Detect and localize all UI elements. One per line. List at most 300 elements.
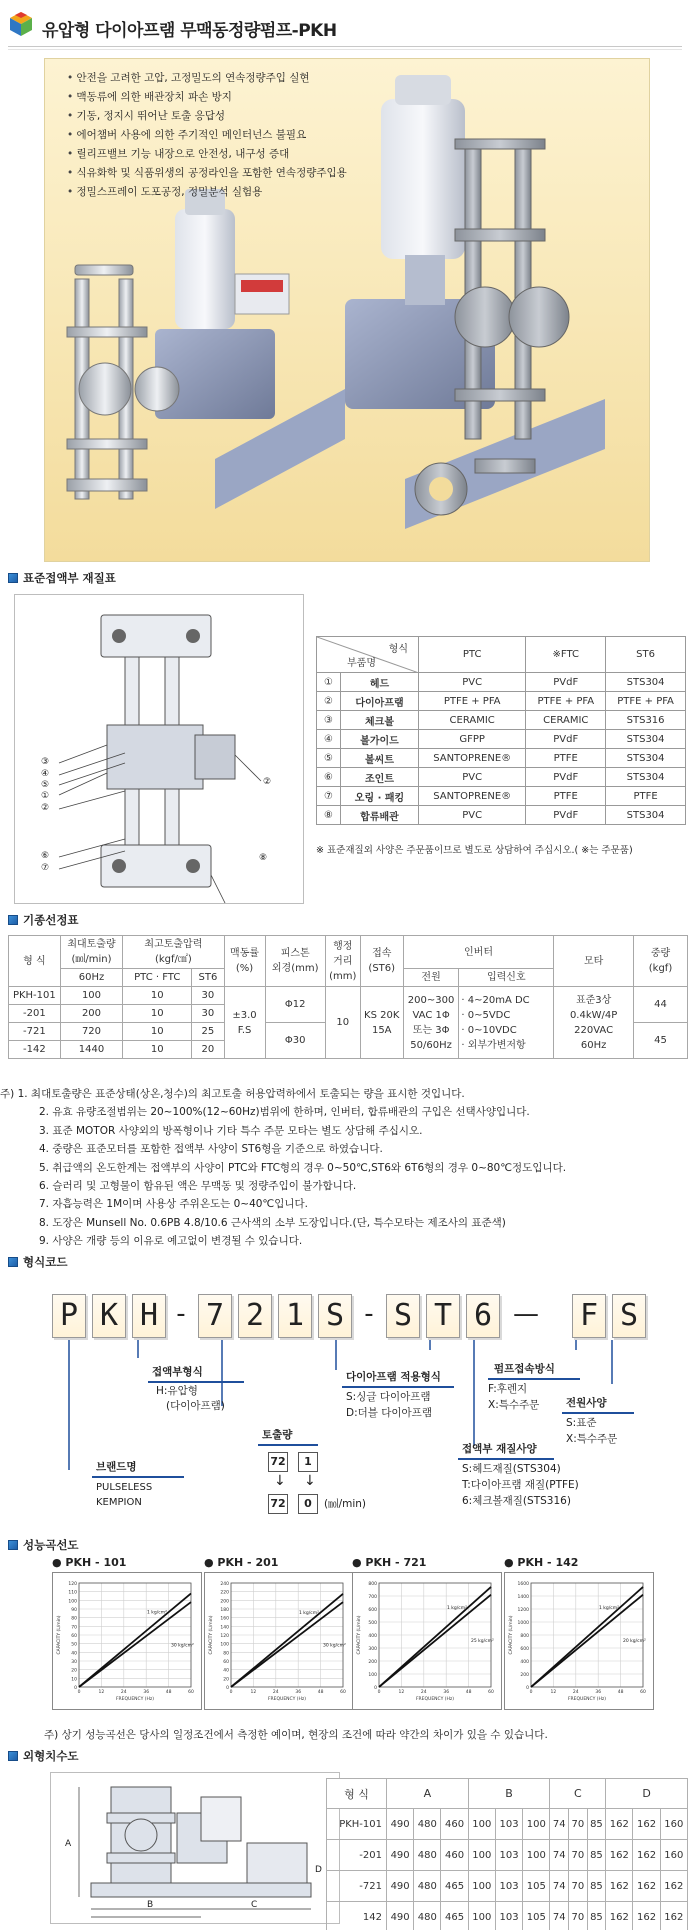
dim-value: 162: [633, 1809, 660, 1840]
dim-h-group: A: [387, 1779, 469, 1809]
feature-item: • 정밀스프레이 도포공정, 정밀분석 실험용: [67, 183, 347, 202]
code-flow-box: 72: [268, 1452, 288, 1472]
dim-label-b: B: [147, 1900, 154, 1910]
y-tick-label: 30: [71, 1660, 77, 1665]
dim-value: 85: [587, 1902, 606, 1930]
dim-value: 103: [495, 1902, 522, 1930]
series-label: 1 kg/cm²: [147, 1610, 167, 1616]
diagram-label-2b: ②: [41, 803, 50, 813]
spec-power: 200~300 VAC 1Φ 또는 3Φ 50/60Hz: [403, 987, 459, 1059]
y-tick-label: 50: [71, 1642, 77, 1648]
series-label: 1 kg/cm²: [447, 1605, 467, 1611]
material-st6: STS304: [606, 730, 686, 749]
y-tick-label: 40: [71, 1651, 77, 1657]
section-bullet-icon: [8, 915, 18, 925]
dimension-row: [327, 1871, 688, 1902]
code-power-line: X:특수주문: [566, 1433, 618, 1445]
material-ptc: SANTOPRENE®: [419, 749, 526, 768]
dim-value: 490: [387, 1871, 414, 1902]
dim-value: 480: [414, 1871, 441, 1902]
code-flow-underline: [258, 1444, 318, 1446]
series-label: 25 kg/cm²: [471, 1639, 494, 1645]
dim-value: 490: [387, 1840, 414, 1871]
material-st6: STS316: [606, 711, 686, 730]
diagram-label-6: ⑥: [41, 851, 50, 861]
spec-h-power: 전원: [403, 969, 459, 987]
material-no: ⑤: [317, 749, 341, 768]
material-no: ③: [317, 711, 341, 730]
material-no: ⑦: [317, 787, 341, 806]
dim-value: 105: [523, 1902, 550, 1930]
code-diaphragm-underline: [342, 1386, 454, 1388]
dim-value: 100: [468, 1840, 495, 1871]
code-flow-box: 0: [298, 1494, 318, 1514]
material-st6: STS304: [606, 806, 686, 825]
x-tick-label: 24: [572, 1690, 579, 1695]
section-title-text: 외형치수도: [23, 1749, 79, 1763]
code-char-box: 2: [238, 1294, 272, 1338]
performance-chart: [52, 1572, 202, 1710]
material-no: ①: [317, 673, 341, 692]
y-tick-label: 300: [368, 1647, 377, 1652]
dim-value: 100: [468, 1871, 495, 1902]
x-tick-label: 48: [317, 1690, 324, 1695]
y-tick-label: 20: [223, 1677, 229, 1683]
code-type-title: 접액부형식: [152, 1366, 203, 1378]
dim-value: 70: [569, 1902, 588, 1930]
x-axis-label: FREQUENCY (Hz): [267, 1697, 307, 1702]
spec-signal: · 4~20mA DC · 0~5VDC · 0~10VDC · 외부가변저항: [459, 987, 554, 1059]
note-line: 5. 취급액의 온도한계는 접액부의 사양이 PTC와 FTC형의 경우 0~50℃,ST6와 6T6형의 경우 0~80℃정도입니다.: [39, 1161, 567, 1174]
code-flow-unit: (㏖/min): [324, 1498, 367, 1510]
code-flow-title: 토출량: [262, 1429, 293, 1441]
material-row: [317, 787, 686, 806]
dim-value: 100: [523, 1840, 550, 1871]
diagram-label-7: ⑦: [41, 863, 50, 873]
spec-piston-b: Φ30: [265, 1023, 325, 1059]
x-tick-label: 12: [550, 1690, 557, 1695]
code-char-box: F: [572, 1294, 606, 1338]
spec-h-press-st6: ST6: [192, 969, 224, 987]
material-ptc: PTFE + PFA: [419, 692, 526, 711]
material-part-name: 다이아프램: [341, 692, 419, 711]
y-tick-label: 400: [520, 1660, 529, 1665]
material-ftc: PTFE: [526, 749, 606, 768]
x-tick-label: 24: [420, 1690, 427, 1695]
series-line: [79, 1593, 191, 1687]
dimension-row: [327, 1840, 688, 1871]
dim-label-c: C: [251, 1900, 258, 1910]
feature-item: • 안전을 고려한 고압, 고정밀도의 연속정량주입 실현: [67, 69, 347, 88]
section-title-code: [8, 1254, 67, 1270]
dimension-drawing: [50, 1772, 340, 1924]
dim-value: 100: [468, 1809, 495, 1840]
material-row: [317, 768, 686, 787]
spec-piston-a: Φ12: [265, 987, 325, 1023]
feature-list: [67, 69, 347, 202]
dim-value: 70: [569, 1871, 588, 1902]
note-line: 7. 자흡능력은 1M이며 사용상 주위온도는 0~40℃입니다.: [39, 1198, 308, 1211]
material-ptc: CERAMIC: [419, 711, 526, 730]
header-part-label: 부품명: [347, 658, 376, 669]
chart-title-101: ● PKH - 101: [52, 1556, 127, 1569]
dim-value: 100: [523, 1809, 550, 1840]
spec-weight-b: 45: [634, 1023, 688, 1059]
dim-model: 142: [327, 1902, 387, 1930]
spec-press: 10: [123, 1005, 192, 1023]
dim-value: 460: [441, 1809, 468, 1840]
code-material-line: T:다이아프램 재질(PTFE): [462, 1479, 579, 1491]
y-tick-label: 400: [368, 1634, 377, 1639]
section-title-text: 성능곡선도: [23, 1538, 79, 1552]
y-tick-label: 110: [68, 1590, 77, 1596]
performance-chart: [204, 1572, 354, 1710]
diagram-label-1: ①: [41, 791, 50, 801]
material-st6: STS304: [606, 749, 686, 768]
spec-h-press: 최고토출압력 (kgf/㎠): [123, 936, 224, 969]
spec-flow: 100: [60, 987, 123, 1005]
x-tick-label: 60: [488, 1690, 494, 1695]
material-row: [317, 692, 686, 711]
code-diaphragm-line: D:더블 다이아프램: [346, 1407, 432, 1419]
dim-label-a: A: [65, 1839, 72, 1849]
y-tick-label: 80: [223, 1651, 229, 1657]
material-st6: PTFE + PFA: [606, 692, 686, 711]
y-tick-label: 90: [71, 1608, 77, 1613]
dim-value: 162: [633, 1840, 660, 1871]
dim-model: -721: [327, 1871, 387, 1902]
x-tick-label: 0: [377, 1690, 381, 1695]
performance-chart-svg: [353, 1573, 501, 1709]
code-char-box: 6: [466, 1294, 500, 1338]
dim-model: PKH-101: [327, 1809, 387, 1840]
chart-title-201: ● PKH - 201: [204, 1556, 279, 1569]
material-table: [316, 636, 686, 825]
feature-item: • 식유화학 및 식품위생의 공정라인을 포함한 연속정량주입용: [67, 164, 347, 183]
spec-notes: [0, 1085, 567, 1251]
spec-model: -201: [9, 1005, 61, 1023]
code-brand-line: KEMPION: [96, 1497, 142, 1508]
x-tick-label: 0: [229, 1690, 233, 1695]
code-material-title: 접액부 재질사양: [462, 1443, 537, 1455]
dim-value: 162: [660, 1902, 687, 1930]
spec-h-motor: 모타: [554, 936, 634, 987]
code-conn-line: F:후렌지: [488, 1383, 528, 1395]
section-title-materials: [8, 570, 116, 586]
code-material-underline: [458, 1458, 554, 1460]
diagram-label-4: ④: [41, 769, 50, 779]
x-tick-label: 60: [188, 1690, 194, 1695]
note-line: 3. 표준 MOTOR 사양외의 방폭형이나 기타 특수 주문 모타는 별도 상담해 주십시오.: [39, 1124, 423, 1137]
dim-value: 162: [660, 1871, 687, 1902]
spec-press-st6: 30: [192, 1005, 224, 1023]
material-st6: PTFE: [606, 787, 686, 806]
code-brand-underline: [92, 1476, 184, 1478]
section-title-spec: [8, 912, 79, 928]
performance-chart: [504, 1572, 654, 1710]
y-axis-label: CAPACITY (L/min): [357, 1615, 362, 1655]
x-axis-label: FREQUENCY (Hz): [415, 1697, 455, 1702]
code-flow-box: 72: [268, 1494, 288, 1514]
y-tick-label: 100: [368, 1673, 377, 1678]
hero-product-image: [44, 58, 650, 562]
y-tick-label: 0: [526, 1686, 529, 1691]
code-char-box: P: [52, 1294, 86, 1338]
section-title-text: 표준접액부 재질표: [23, 571, 116, 585]
dim-value: 100: [468, 1902, 495, 1930]
material-part-name: 볼씨트: [341, 749, 419, 768]
section-bullet-icon: [8, 1751, 18, 1761]
material-ptc: PVC: [419, 673, 526, 692]
spec-h-piston: 피스톤 외경(mm): [265, 936, 325, 987]
note-line: 8. 도장은 Munsell No. 0.6PB 4.8/10.6 근사색의 소부 도장입니다.(단, 특수모타는 제조사의 표준색): [39, 1216, 506, 1229]
dim-value: 162: [633, 1902, 660, 1930]
spec-h-flow: 최대토출량 (㏖/min): [60, 936, 123, 969]
note-line: 2. 유효 유량조절범위는 20~100%(12~60Hz)범위에 한하며, 인버터, 합류배관의 구입은 선택사양입니다.: [39, 1106, 530, 1119]
spec-flow: 200: [60, 1005, 123, 1023]
material-ftc: PVdF: [526, 768, 606, 787]
col-ftc: ※FTC: [526, 637, 606, 673]
series-label: 20 kg/cm²: [623, 1639, 646, 1645]
spec-h-conn: 접속 (ST6): [360, 936, 403, 987]
spec-h-inverter: 인버터: [403, 936, 553, 969]
x-tick-label: 12: [398, 1690, 405, 1695]
code-dash: —: [513, 1299, 539, 1329]
code-dash: -: [176, 1299, 186, 1329]
material-ftc: PVdF: [526, 730, 606, 749]
material-no: ②: [317, 692, 341, 711]
x-tick-label: 24: [272, 1690, 279, 1695]
x-tick-label: 24: [120, 1690, 127, 1695]
y-tick-label: 240: [220, 1582, 229, 1587]
y-tick-label: 1000: [517, 1621, 529, 1626]
code-conn-underline: [488, 1378, 580, 1380]
page-title: 유압형 다이아프램 무맥동정량펌프-PKH: [42, 21, 337, 41]
code-power-line: S:표준: [566, 1417, 597, 1429]
code-char-box: K: [92, 1294, 126, 1338]
x-tick-label: 12: [98, 1690, 105, 1695]
y-tick-label: 600: [520, 1647, 529, 1652]
material-part-name: 조인트: [341, 768, 419, 787]
x-tick-label: 48: [465, 1690, 472, 1695]
dim-model: -201: [327, 1840, 387, 1871]
y-tick-label: 120: [220, 1634, 229, 1639]
x-axis-label: FREQUENCY (Hz): [115, 1697, 155, 1702]
dim-h-group: D: [606, 1779, 688, 1809]
note-line: 4. 중량은 표준모터를 포함한 접액부 사양이 ST6형을 기준으로 하였습니다.: [39, 1143, 383, 1156]
dim-value: 465: [441, 1902, 468, 1930]
y-tick-label: 700: [368, 1595, 377, 1600]
material-ftc: PVdF: [526, 806, 606, 825]
y-axis-label: CAPACITY (L/min): [209, 1615, 214, 1655]
dimension-drawing-svg: [51, 1773, 339, 1923]
series-label: 30 kg/cm²: [171, 1643, 194, 1649]
dim-value: 465: [441, 1871, 468, 1902]
material-part-name: 볼가이드: [341, 730, 419, 749]
arrow-down-icon: ↓: [304, 1473, 316, 1489]
diagram-label-2: ②: [263, 777, 272, 787]
y-tick-label: 200: [220, 1599, 229, 1605]
feature-item: • 기동, 정지시 뛰어난 토출 응답성: [67, 107, 347, 126]
spec-press: 10: [123, 1041, 192, 1059]
y-tick-label: 0: [374, 1686, 377, 1691]
dim-value: 105: [523, 1871, 550, 1902]
section-title-text: 형식코드: [23, 1255, 68, 1269]
dim-value: 160: [660, 1809, 687, 1840]
y-tick-label: 220: [220, 1590, 229, 1596]
dim-value: 103: [495, 1809, 522, 1840]
code-char-box: S: [386, 1294, 420, 1338]
y-tick-label: 80: [71, 1616, 77, 1622]
spec-press: 10: [123, 987, 192, 1005]
spec-model: -721: [9, 1023, 61, 1041]
material-ptc: PVC: [419, 806, 526, 825]
spec-h-flow-hz: 60Hz: [60, 969, 123, 987]
dim-value: 162: [633, 1871, 660, 1902]
y-tick-label: 60: [223, 1660, 229, 1665]
spec-flow: 720: [60, 1023, 123, 1041]
y-tick-label: 0: [74, 1686, 77, 1691]
dim-value: 85: [587, 1840, 606, 1871]
spec-h-press-ptc: PTC · FTC: [123, 969, 192, 987]
feature-item: • 맥동류에 의한 배관장치 파손 방지: [67, 88, 347, 107]
x-tick-label: 36: [143, 1690, 150, 1695]
material-no: ④: [317, 730, 341, 749]
y-tick-label: 40: [223, 1668, 229, 1674]
spec-h-weight: 중량 (kgf): [634, 936, 688, 987]
material-note: ※ 표준재질외 사양은 주문품이므로 별도로 상담하여 주십시오.( ※는 주문품): [316, 845, 633, 856]
x-tick-label: 48: [617, 1690, 624, 1695]
code-material-line: 6:체크볼재질(STS316): [462, 1495, 571, 1507]
dim-value: 490: [387, 1809, 414, 1840]
material-part-name: 체크볼: [341, 711, 419, 730]
header-type-label: 형식: [388, 644, 408, 655]
code-brand-title: 브랜드명: [96, 1461, 137, 1473]
y-tick-label: 10: [71, 1677, 77, 1683]
y-tick-label: 1200: [517, 1608, 529, 1613]
x-axis-label: FREQUENCY (Hz): [567, 1697, 607, 1702]
dim-value: 85: [587, 1871, 606, 1902]
x-tick-label: 0: [77, 1690, 81, 1695]
cube-logo-icon: [8, 10, 34, 38]
y-axis-label: CAPACITY (L/min): [57, 1615, 62, 1655]
dim-value: 160: [660, 1840, 687, 1871]
dim-h-group: B: [468, 1779, 550, 1809]
page-header: [0, 0, 690, 58]
material-ptc: GFPP: [419, 730, 526, 749]
dim-label-d: D: [315, 1865, 322, 1875]
code-flow-box: 1: [298, 1452, 318, 1472]
code-material-line: S:헤드재질(STS304): [462, 1463, 561, 1475]
spec-h-model: 형 식: [9, 936, 61, 987]
spec-weight-a: 44: [634, 987, 688, 1023]
spec-model: -142: [9, 1041, 61, 1059]
y-tick-label: 1400: [517, 1595, 529, 1600]
code-char-box: H: [132, 1294, 166, 1338]
dimension-row: [327, 1902, 688, 1930]
y-tick-label: 60: [71, 1634, 77, 1639]
code-type-line: H:유압형: [156, 1385, 198, 1397]
dim-value: 74: [550, 1902, 569, 1930]
material-st6: STS304: [606, 673, 686, 692]
note-line: 9. 사양은 개량 등의 이유로 예고없이 변경될 수 있습니다.: [39, 1235, 303, 1248]
y-tick-label: 100: [68, 1599, 77, 1605]
dim-value: 74: [550, 1871, 569, 1902]
dim-value: 480: [414, 1809, 441, 1840]
material-row: [317, 749, 686, 768]
spec-press-st6: 20: [192, 1041, 224, 1059]
section-bullet-icon: [8, 573, 18, 583]
y-tick-label: 70: [71, 1625, 77, 1631]
code-type-underline: [148, 1381, 244, 1383]
y-tick-label: 160: [220, 1616, 229, 1622]
spec-press: 10: [123, 1023, 192, 1041]
series-label: 1 kg/cm²: [299, 1610, 319, 1616]
y-tick-label: 500: [368, 1621, 377, 1626]
code-conn-title: 펌프접속방식: [494, 1363, 555, 1375]
dim-value: 480: [414, 1840, 441, 1871]
material-part-name: 합류배관: [341, 806, 419, 825]
dim-value: 70: [569, 1809, 588, 1840]
spec-table: [8, 935, 688, 1059]
material-ftc: PTFE: [526, 787, 606, 806]
x-tick-label: 60: [640, 1690, 646, 1695]
performance-chart-svg: [205, 1573, 353, 1709]
curves-note: 주) 상기 성능곡선은 당사의 일정조건에서 측정한 예이며, 현장의 조건에 따라 약간의 차이가 있을 수 있습니다.: [44, 1729, 548, 1741]
diagram-label-3: ③: [41, 757, 50, 767]
spec-stroke: 10: [325, 987, 360, 1059]
spec-conn: KS 20K 15A: [360, 987, 403, 1059]
material-no: ⑥: [317, 768, 341, 787]
spec-flow: 1440: [60, 1041, 123, 1059]
y-tick-label: 800: [520, 1634, 529, 1639]
dim-value: 480: [414, 1902, 441, 1930]
spec-pulse: ±3.0 F.S: [224, 987, 265, 1059]
dimension-table: [326, 1778, 688, 1930]
section-title-text: 기종선정표: [23, 913, 79, 927]
material-part-name: 헤드: [341, 673, 419, 692]
series-line: [379, 1587, 491, 1687]
code-power-title: 전원사양: [566, 1397, 607, 1409]
dim-value: 162: [606, 1809, 633, 1840]
code-conn-line: X:특수주문: [488, 1399, 540, 1411]
material-no: ⑧: [317, 806, 341, 825]
material-row: [317, 730, 686, 749]
spec-press-st6: 30: [192, 987, 224, 1005]
code-type-line: (다이아프램): [166, 1400, 225, 1412]
note-line: 6. 슬러리 및 고형물이 함유된 액은 무맥동 및 정량주입이 불가합니다.: [39, 1180, 357, 1193]
dim-value: 85: [587, 1809, 606, 1840]
y-tick-label: 140: [220, 1625, 229, 1631]
material-st6: STS304: [606, 768, 686, 787]
y-tick-label: 200: [368, 1660, 377, 1665]
material-ptc: PVC: [419, 768, 526, 787]
x-tick-label: 12: [250, 1690, 257, 1695]
x-tick-label: 0: [529, 1690, 533, 1695]
spec-h-stroke: 행정 거리 (mm): [325, 936, 360, 987]
material-ftc: PTFE + PFA: [526, 692, 606, 711]
code-char-box: 1: [278, 1294, 312, 1338]
y-tick-label: 180: [220, 1608, 229, 1613]
section-bullet-icon: [8, 1540, 18, 1550]
feature-item: • 릴리프밸브 기능 내장으로 안전성, 내구성 증대: [67, 145, 347, 164]
y-tick-label: 20: [71, 1668, 77, 1674]
section-bullet-icon: [8, 1257, 18, 1267]
performance-chart-svg: [53, 1573, 201, 1709]
spec-h-pulse: 맥동률 (%): [224, 936, 265, 987]
dim-value: 103: [495, 1840, 522, 1871]
feature-item: • 에어챔버 사용에 의한 주기적인 메인터넌스 불필요: [67, 126, 347, 145]
